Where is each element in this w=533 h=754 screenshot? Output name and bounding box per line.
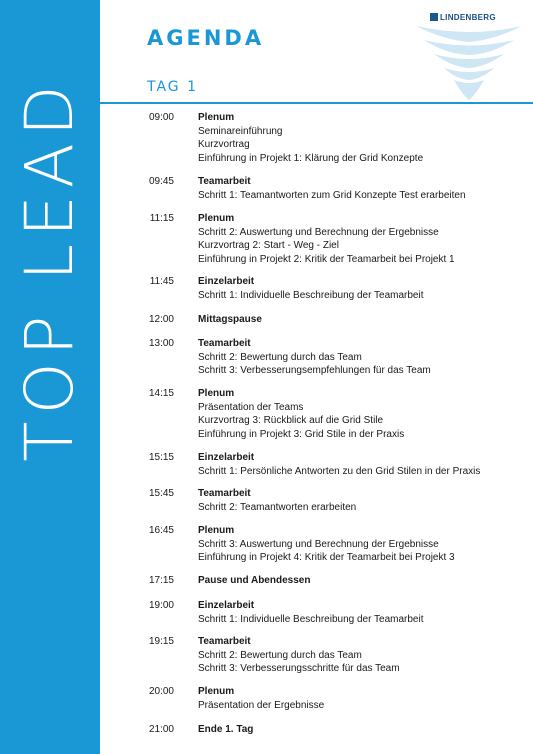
agenda-line: Schritt 2: Auswertung und Berechnung der Ergebnisse [198, 226, 439, 238]
agenda-content [198, 111, 528, 165]
page-title: AGENDA [147, 26, 265, 50]
agenda-time: 11:15 [149, 213, 174, 224]
agenda-line: Kurzvortrag 3: Rückblick auf die Grid Stile [198, 415, 384, 426]
agenda-line: Schritt 1: Teamantworten zum Grid Konzepte Test erarbeiten [198, 189, 466, 201]
brand-wordmark [430, 12, 496, 22]
agenda-label: Teamarbeit [198, 636, 251, 647]
agenda-time: 15:45 [148, 488, 174, 499]
agenda-line: Schritt 2: Bewertung durch das Team [198, 351, 362, 363]
agenda-time: 14:15 [148, 388, 174, 399]
agenda-label: Plenum [198, 112, 235, 123]
agenda-line: Schritt 3: Verbesserungsempfehlungen für das Team [198, 365, 431, 376]
agenda-content [198, 487, 528, 514]
agenda-label: Einzelarbeit [198, 276, 255, 287]
divider [100, 102, 533, 104]
agenda-time: 13:00 [148, 338, 174, 349]
agenda-line: Einführung in Projekt 2: Kritik der Teamarbeit bei Projekt 1 [198, 253, 455, 265]
agenda-content [198, 387, 528, 441]
agenda-time: 12:00 [148, 314, 174, 325]
agenda-line: Kurzvortrag 2: Start - Weg - Ziel [198, 240, 339, 251]
agenda-label: Plenum [198, 525, 235, 536]
agenda-content [198, 524, 528, 565]
brand-mark-icon [430, 13, 438, 21]
agenda-line: Kurzvortrag [198, 139, 250, 150]
agenda-line: Einführung in Projekt 3: Grid Stile in der Praxis [198, 428, 405, 440]
agenda-label: Einzelarbeit [198, 600, 255, 611]
funnel-graphic-icon [414, 24, 524, 102]
day-heading: TAG 1 [147, 79, 199, 95]
agenda-label: Plenum [198, 213, 235, 224]
agenda-time: 09:00 [148, 112, 174, 123]
agenda-content [198, 275, 528, 302]
agenda-label: Teamarbeit [198, 488, 251, 499]
agenda-label: Pause und Abendessen [198, 575, 311, 586]
agenda-content [198, 212, 528, 266]
agenda-content [198, 685, 528, 712]
agenda-time: 16:45 [148, 525, 174, 536]
agenda-line: Einführung in Projekt 4: Kritik der Teamarbeit bei Projekt 3 [198, 552, 455, 563]
agenda-time: 09:45 [148, 176, 174, 187]
agenda-content [198, 635, 528, 676]
agenda-time: 17:15 [148, 575, 174, 586]
agenda-label: Plenum [198, 388, 235, 399]
agenda-label: Einzelarbeit [198, 452, 255, 463]
agenda-line: Präsentation der Teams [198, 401, 304, 413]
agenda-content [198, 599, 528, 626]
agenda-time: 15:15 [148, 452, 174, 463]
brand-logo [428, 12, 522, 98]
brand-name: LINDENBERG [440, 12, 496, 22]
agenda-content [198, 451, 528, 478]
agenda-time: 21:00 [148, 724, 174, 735]
agenda-line: Schritt 3: Auswertung und Berechnung der Ergebnisse [198, 538, 439, 550]
agenda-time: 20:00 [148, 686, 174, 697]
agenda-line: Schritt 1: Persönliche Antworten zu den Grid Stilen in der Praxis [198, 465, 481, 477]
agenda-line: Präsentation der Ergebnisse [198, 699, 325, 711]
agenda-content [198, 175, 528, 202]
agenda-time: 19:15 [148, 636, 174, 647]
agenda-label: Teamarbeit [198, 338, 251, 349]
agenda-content [198, 723, 528, 737]
agenda-line: Einführung in Projekt 1: Klärung der Grid Konzepte [198, 152, 424, 164]
agenda-line: Schritt 2: Bewertung durch das Team [198, 649, 362, 661]
agenda-line: Schritt 2: Teamantworten erarbeiten [198, 501, 357, 513]
agenda-content [198, 574, 528, 588]
agenda-line: Schritt 1: Individuelle Beschreibung der Teamarbeit [198, 613, 424, 625]
agenda-content [198, 313, 528, 327]
agenda-label: Plenum [198, 686, 235, 697]
agenda-time: 19:00 [148, 600, 174, 611]
agenda-line: Schritt 1: Individuelle Beschreibung der Teamarbeit [198, 289, 424, 301]
agenda-label: Teamarbeit [198, 176, 251, 187]
agenda-content [198, 337, 528, 378]
agenda-label: Ende 1. Tag [198, 724, 254, 735]
agenda-time: 11:45 [149, 276, 174, 287]
agenda-line: Schritt 3: Verbesserungsschritte für das Team [198, 663, 400, 674]
sidebar-title: TOP LEAD [11, 78, 88, 462]
agenda-line: Seminareinführung [198, 125, 283, 137]
agenda-label: Mittagspause [198, 314, 262, 325]
